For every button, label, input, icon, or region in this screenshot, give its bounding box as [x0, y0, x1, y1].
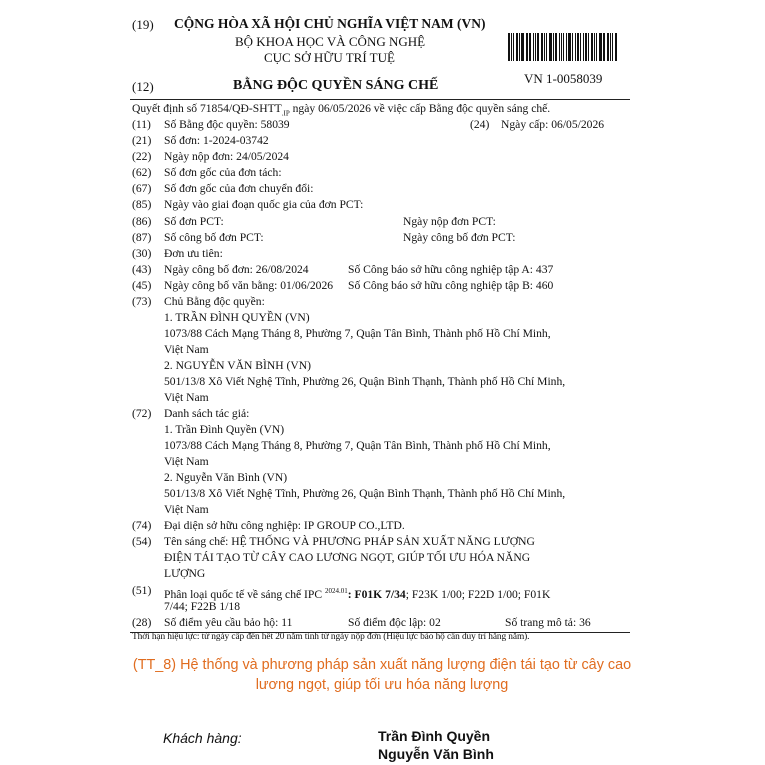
barcode-bar — [529, 33, 531, 61]
validity-note: Thời hạn hiệu lực: từ ngày cấp đến hết 20 năm tính từ ngày nộp đơn (Hiệu lực bảo hộ cần duy trì hằng năm). — [132, 632, 530, 642]
barcode-bar — [585, 33, 587, 61]
barcode-bar — [541, 33, 543, 61]
barcode-bar — [546, 33, 547, 61]
ministry-name: BỘ KHOA HỌC VÀ CÔNG NGHỆ — [235, 34, 426, 49]
barcode-bar — [594, 33, 595, 61]
author-name: 2. Nguyễn Văn Bình (VN) — [164, 471, 288, 484]
invention-title-label: Tên sáng chế: — [164, 535, 232, 548]
barcode-bar — [580, 33, 581, 61]
field-code: (67) — [132, 182, 152, 195]
pct-filing-date: Ngày nộp đơn PCT: — [403, 215, 496, 228]
barcode-bar — [615, 33, 617, 61]
ipc-main-class: : F01K 7/34 — [347, 587, 406, 601]
patent-publication-date: Ngày công bố văn bằng: 01/06/2026 — [164, 279, 334, 292]
barcode-bar — [591, 33, 593, 61]
barcode-bar — [612, 33, 613, 61]
barcode-bar — [555, 33, 557, 61]
application-publication-date: Ngày công bố đơn: 26/08/2024 — [164, 263, 309, 276]
barcode-bar — [533, 33, 534, 61]
barcode-bar — [563, 33, 565, 61]
invention-title: ĐIỆN TÁI TẠO TỪ CÂY CAO LƯƠNG NGỌT, GIÚP TỐI ƯU HÓA NĂNG — [164, 551, 531, 564]
patent-number: Số Bằng độc quyền: 58039 — [164, 118, 290, 131]
owner-address: 1073/88 Cách Mạng Tháng 8, Phường 7, Quận Tân Bình, Thành phố Hồ Chí Minh, — [164, 327, 551, 340]
document-number: VN 1-0058039 — [524, 71, 603, 86]
invention-title: LƯỢNG — [164, 567, 206, 580]
field-code: (24) — [470, 118, 490, 131]
field-code: (86) — [132, 215, 152, 228]
ipc-label: Phân loại quốc tế về sáng chế IPC — [164, 587, 325, 601]
barcode-bar — [588, 33, 589, 61]
field-code: (54) — [132, 535, 152, 548]
office-name: CỤC SỞ HỮU TRÍ TUỆ — [264, 50, 395, 65]
field-code: (45) — [132, 279, 152, 292]
decision-prefix: Quyết định số 71854/QĐ-SHTT — [132, 102, 282, 115]
barcode-bar — [559, 33, 560, 61]
barcode-bar — [511, 33, 512, 61]
author-name: 1. Trần Đình Quyền (VN) — [164, 423, 285, 436]
barcode-bar — [516, 33, 518, 61]
invention-title-line — [164, 535, 535, 549]
ip-representative: Đại diện sở hữu công nghiệp: IP GROUP CO.,LTD. — [164, 519, 405, 532]
owners-label: Chủ Bằng độc quyền: — [164, 295, 265, 308]
decision-sub: .IP — [281, 109, 290, 118]
field-code: (51) — [132, 584, 152, 597]
application-number: Số đơn: 1-2024-03742 — [164, 134, 269, 147]
authors-label: Danh sách tác giả: — [164, 407, 250, 420]
barcode-bar — [544, 33, 545, 61]
gazette-a: Số Công báo sở hữu công nghiệp tập A: 437 — [348, 263, 554, 276]
barcode-bar — [604, 33, 605, 61]
barcode-bar — [508, 33, 510, 61]
priority-application: Đơn ưu tiên: — [164, 247, 223, 260]
owner-name: 2. NGUYỄN VĂN BÌNH (VN) — [164, 359, 311, 372]
pct-number: Số đơn PCT: — [164, 215, 224, 228]
barcode-bar — [553, 33, 554, 61]
field-code: (43) — [132, 263, 152, 276]
decision-suffix: ngày 06/05/2026 về việc cấp Bằng độc quyền sáng chế. — [289, 102, 551, 115]
field-code: (22) — [132, 150, 152, 163]
barcode-bar — [561, 33, 562, 61]
field-code: (72) — [132, 407, 152, 420]
document-title: BẰNG ĐỘC QUYỀN SÁNG CHẾ — [233, 78, 439, 93]
barcode-bar — [577, 33, 579, 61]
customer-name: Nguyễn Văn Bình — [378, 746, 494, 762]
barcode-bar — [568, 33, 571, 61]
field-code: (62) — [132, 166, 152, 179]
footer-rule — [130, 632, 630, 633]
barcode-bar — [607, 33, 609, 61]
divisional-origin: Số đơn gốc của đơn tách: — [164, 166, 282, 179]
field-code: (28) — [132, 616, 152, 629]
barcode-bar — [603, 33, 604, 61]
gazette-b: Số Công báo sở hữu công nghiệp tập B: 460 — [348, 279, 554, 292]
author-country: Việt Nam — [164, 455, 209, 468]
barcode-image — [508, 33, 618, 61]
barcode-bar — [537, 33, 539, 61]
barcode-bar — [566, 33, 567, 61]
code-12: (12) — [132, 79, 154, 94]
code-19: (19) — [132, 17, 154, 32]
independent-claims: Số điểm độc lập: 02 — [348, 616, 441, 629]
barcode-bar — [527, 33, 528, 61]
field-code: (85) — [132, 198, 152, 211]
description-pages: Số trang mô tả: 36 — [505, 616, 591, 629]
field-code: (73) — [132, 295, 152, 308]
barcode-bar — [610, 33, 611, 61]
filing-date: Ngày nộp đơn: 24/05/2024 — [164, 150, 289, 163]
invention-title: HỆ THỐNG VÀ PHƯƠNG PHÁP SẢN XUẤT NĂNG LƯỢNG — [231, 535, 535, 548]
barcode-bar — [596, 33, 597, 61]
barcode-bar — [575, 33, 576, 61]
author-address: 1073/88 Cách Mạng Tháng 8, Phường 7, Quận Tân Bình, Thành phố Hồ Chí Minh, — [164, 439, 551, 452]
field-code: (11) — [132, 118, 151, 131]
caption-line: lương ngọt, giúp tối ưu hóa năng lượng — [255, 677, 509, 693]
ipc-other-classes: 7/44; F22B 1/18 — [164, 600, 241, 613]
pct-national-phase: Ngày vào giai đoạn quốc gia của đơn PCT: — [164, 198, 364, 211]
customer-name: Trần Đình Quyền — [378, 728, 491, 744]
field-code: (74) — [132, 519, 152, 532]
caption-line: (TT_8) Hệ thống và phương pháp sản xuất năng lượng điện tái tạo từ cây cao — [132, 657, 632, 673]
ipc-other-classes: ; F23K 1/00; F22D 1/00; F01K — [405, 587, 551, 601]
pct-publication-number: Số công bố đơn PCT: — [164, 231, 264, 244]
field-code: (30) — [132, 247, 152, 260]
owner-name: 1. TRẦN ĐÌNH QUYỀN (VN) — [164, 311, 310, 324]
barcode-bar — [519, 33, 520, 61]
owner-address: 501/13/8 Xô Viết Nghệ Tĩnh, Phường 26, Quận Bình Thạnh, Thành phố Hồ Chí Minh, — [164, 375, 566, 388]
field-code: (87) — [132, 231, 152, 244]
claims-count: Số điểm yêu cầu bảo hộ: 11 — [164, 616, 293, 629]
barcode-bar — [521, 33, 524, 61]
customer-label: Khách hàng: — [163, 730, 242, 746]
header-rule — [130, 99, 630, 100]
country-title: CỘNG HÒA XÃ HỘI CHỦ NGHĨA VIỆT NAM (VN) — [174, 16, 486, 31]
field-code: (21) — [132, 134, 152, 147]
barcode-bar — [526, 33, 527, 61]
pct-publication-date: Ngày công bố đơn PCT: — [403, 231, 516, 244]
barcode-bar — [549, 33, 552, 61]
barcode-bar — [513, 33, 514, 61]
conversion-origin: Số đơn gốc của đơn chuyển đổi: — [164, 182, 314, 195]
barcode-bar — [572, 33, 573, 61]
grant-date: Ngày cấp: 06/05/2026 — [501, 118, 605, 131]
owner-country: Việt Nam — [164, 391, 209, 404]
barcode-bar — [599, 33, 602, 61]
barcode-bar — [583, 33, 584, 61]
author-country: Việt Nam — [164, 503, 209, 516]
author-address: 501/13/8 Xô Viết Nghệ Tĩnh, Phường 26, Quận Bình Thạnh, Thành phố Hồ Chí Minh, — [164, 487, 566, 500]
ipc-version: 2024.01 — [325, 587, 348, 595]
barcode-bar — [535, 33, 536, 61]
owner-country: Việt Nam — [164, 343, 209, 356]
